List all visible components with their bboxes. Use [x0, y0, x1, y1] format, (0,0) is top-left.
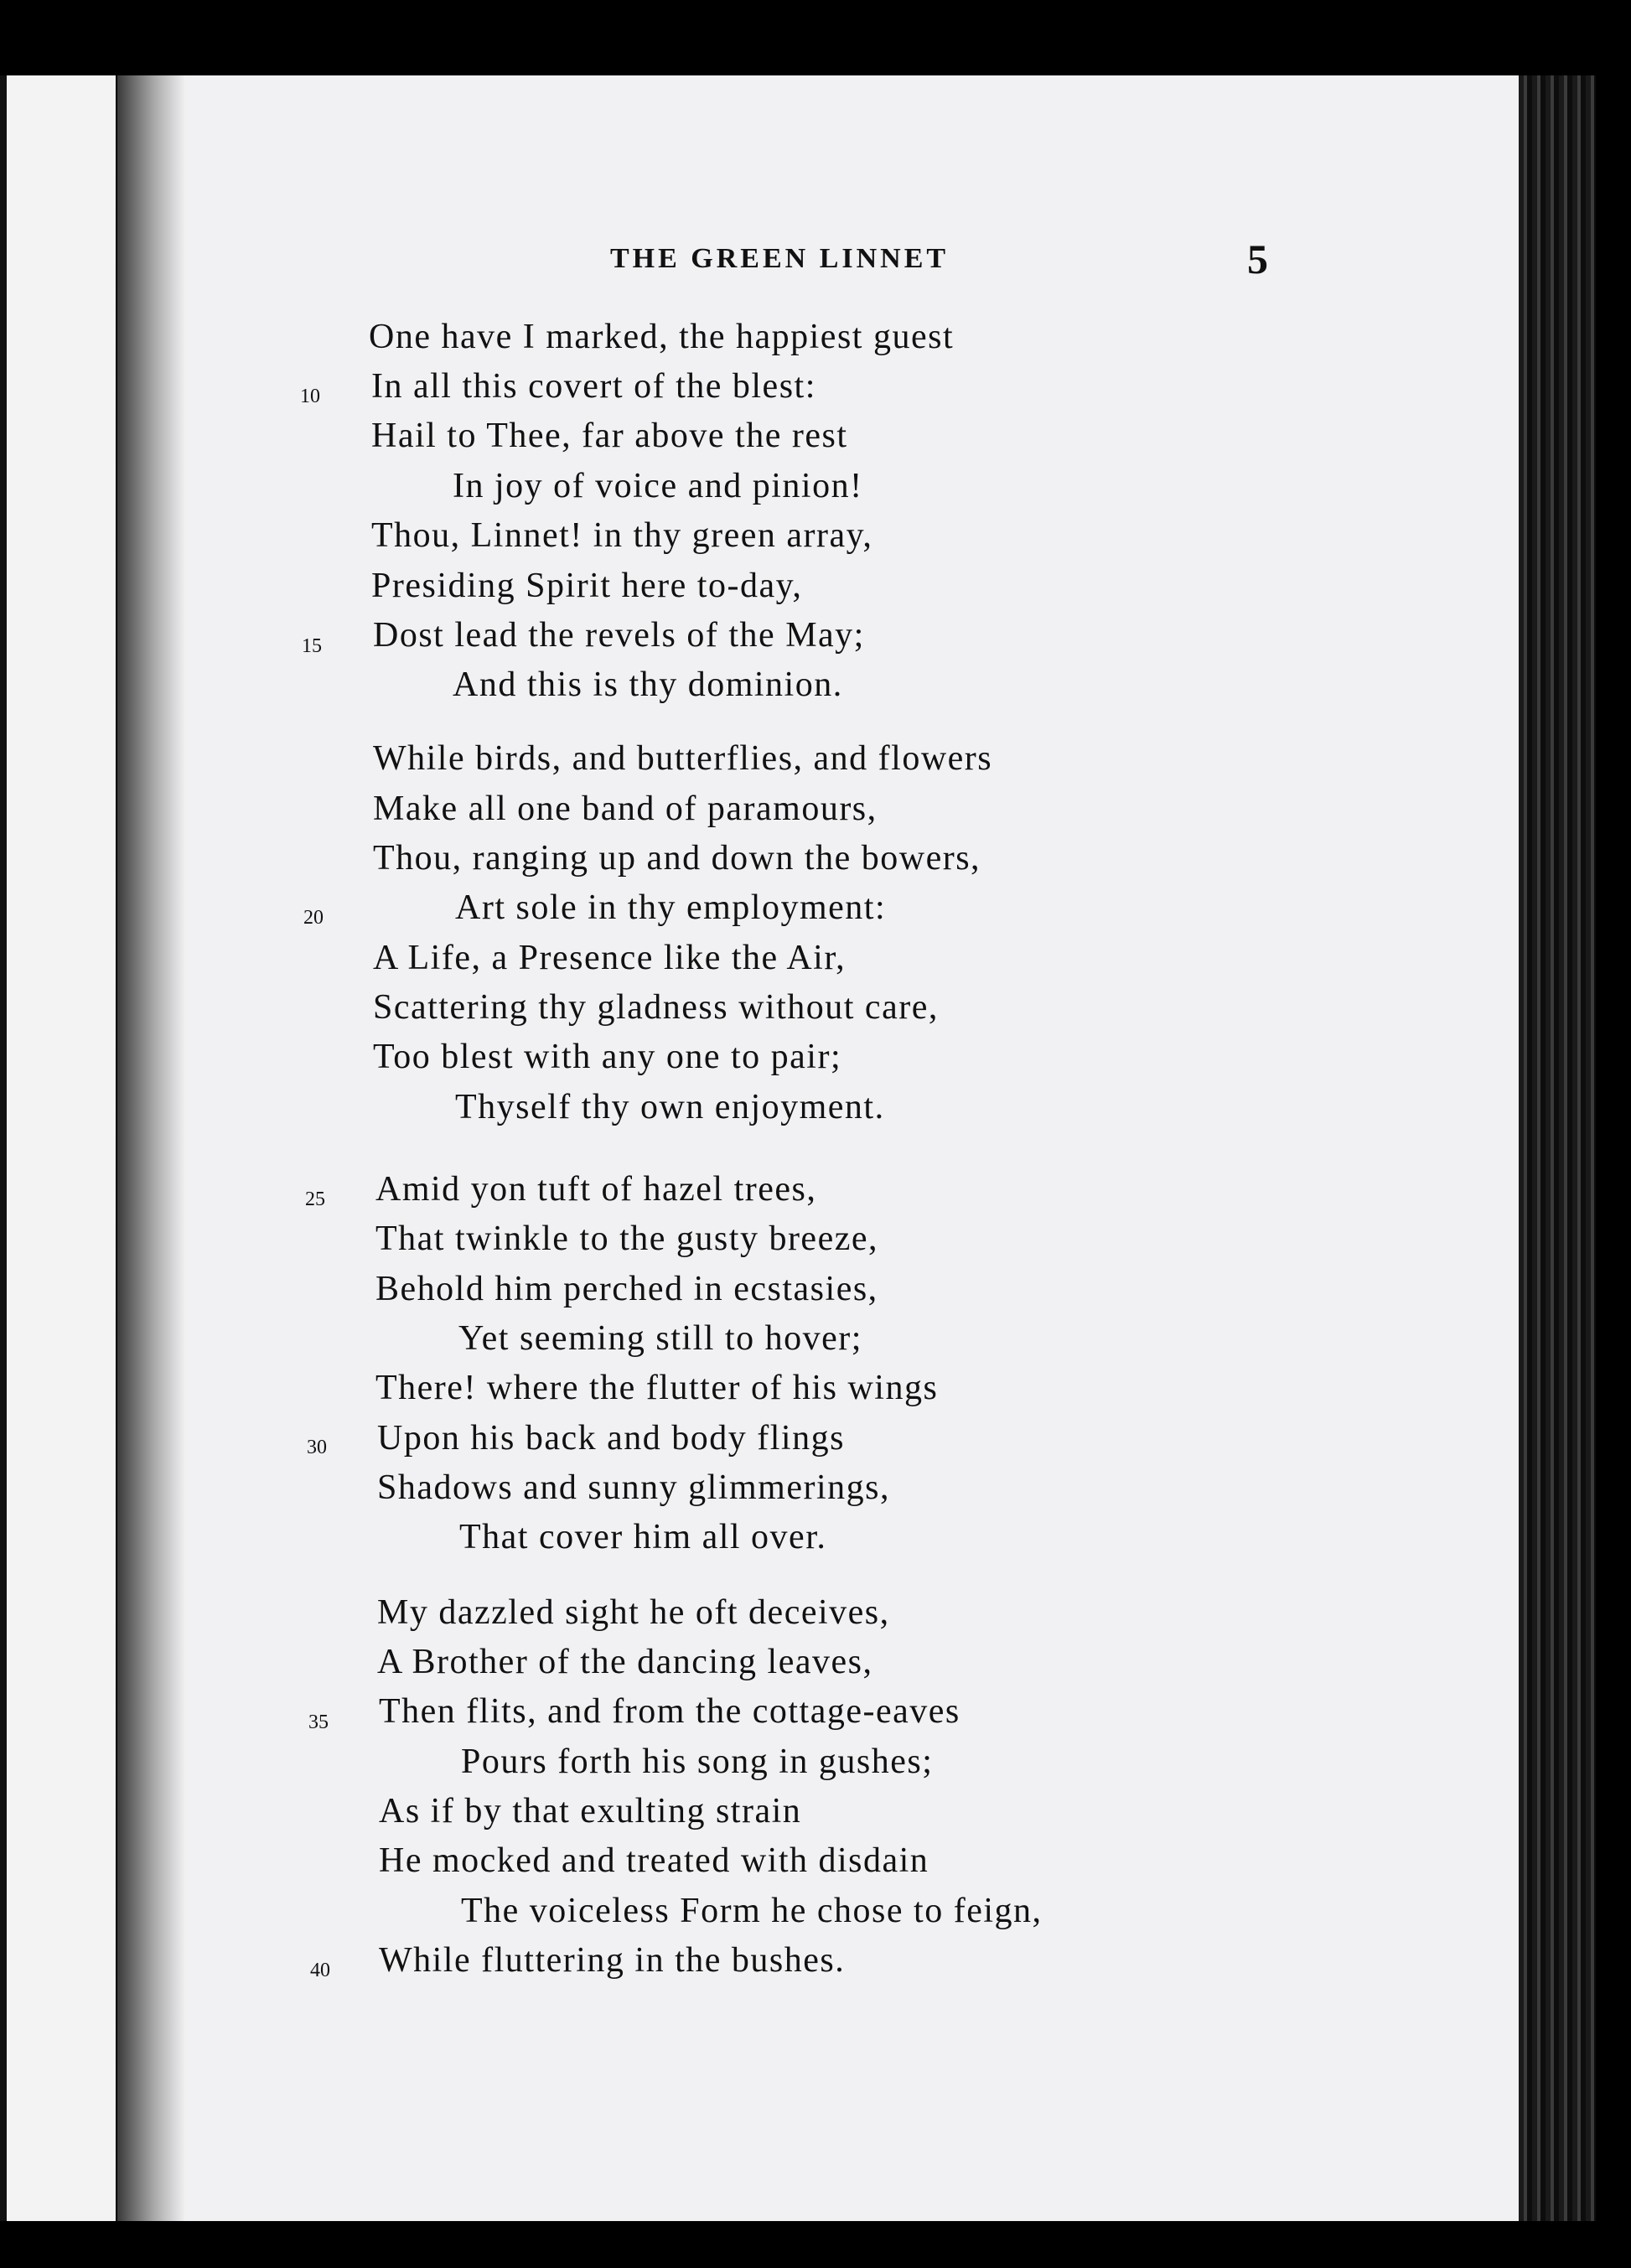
line-number: 30 — [307, 1437, 327, 1458]
poem-line: Pours forth his song in gushes; — [461, 1742, 934, 1781]
line-number: 40 — [310, 1960, 330, 1981]
facing-page-edge — [0, 75, 116, 2221]
poem-line: He mocked and treated with disdain — [379, 1841, 929, 1880]
page-number: 5 — [1247, 236, 1268, 282]
poem-line: Behold him perched in ecstasies, — [375, 1270, 878, 1308]
poem-line: Thyself thy own enjoyment. — [455, 1088, 885, 1126]
running-title: THE GREEN LINNET — [610, 243, 950, 274]
poem-line: Thou, Linnet! in thy green array, — [371, 516, 873, 555]
poem-line: There! where the flutter of his wings — [375, 1369, 939, 1407]
poem-line: Art sole in thy employment: — [455, 888, 887, 927]
poem-line: The voiceless Form he chose to feign, — [461, 1892, 1043, 1930]
poem-line: My dazzled sight he oft deceives, — [377, 1593, 890, 1632]
line-number: 35 — [308, 1711, 329, 1733]
poem-line: In all this covert of the blest: — [371, 367, 816, 406]
poem-line: Shadows and sunny glimmerings, — [377, 1468, 890, 1507]
line-number: 20 — [303, 907, 324, 929]
line-number: 25 — [305, 1188, 325, 1210]
poem-line: Dost lead the revels of the May; — [373, 616, 865, 655]
page-stack-edge — [1519, 75, 1596, 2221]
poem-line: While birds, and butterflies, and flowers — [373, 739, 993, 778]
poem-line: In joy of voice and pinion! — [453, 467, 863, 505]
poem-line: And this is thy dominion. — [453, 665, 843, 704]
poem-line: A Life, a Presence like the Air, — [373, 939, 847, 977]
poem-line: As if by that exulting strain — [379, 1792, 802, 1830]
poem-line: That cover him all over. — [459, 1518, 827, 1556]
poem-line: Then flits, and from the cottage-eaves — [379, 1692, 960, 1731]
poem-line: While fluttering in the bushes. — [379, 1941, 846, 1980]
poem-line: Upon his back and body flings — [377, 1419, 845, 1458]
poem-line: Thou, ranging up and down the bowers, — [373, 839, 981, 878]
left-border — [0, 75, 7, 2221]
poem-line: That twinkle to the gusty breeze, — [375, 1219, 878, 1258]
page-gutter — [117, 75, 184, 2221]
poem-line: Make all one band of paramours, — [373, 790, 878, 828]
poem-line: Yet seeming still to hover; — [458, 1319, 862, 1358]
poem-line: A Brother of the dancing leaves, — [377, 1643, 873, 1681]
poem-line: Scattering thy gladness without care, — [373, 988, 939, 1027]
poem-line: Amid yon tuft of hazel trees, — [375, 1170, 817, 1209]
line-number: 15 — [302, 635, 322, 657]
poem-line: Too blest with any one to pair; — [373, 1038, 842, 1076]
line-number: 10 — [300, 386, 320, 407]
poem-line: Presiding Spirit here to-day, — [371, 567, 803, 605]
poem-line: Hail to Thee, far above the rest — [371, 417, 848, 455]
poem-line: One have I marked, the happiest guest — [369, 318, 955, 356]
